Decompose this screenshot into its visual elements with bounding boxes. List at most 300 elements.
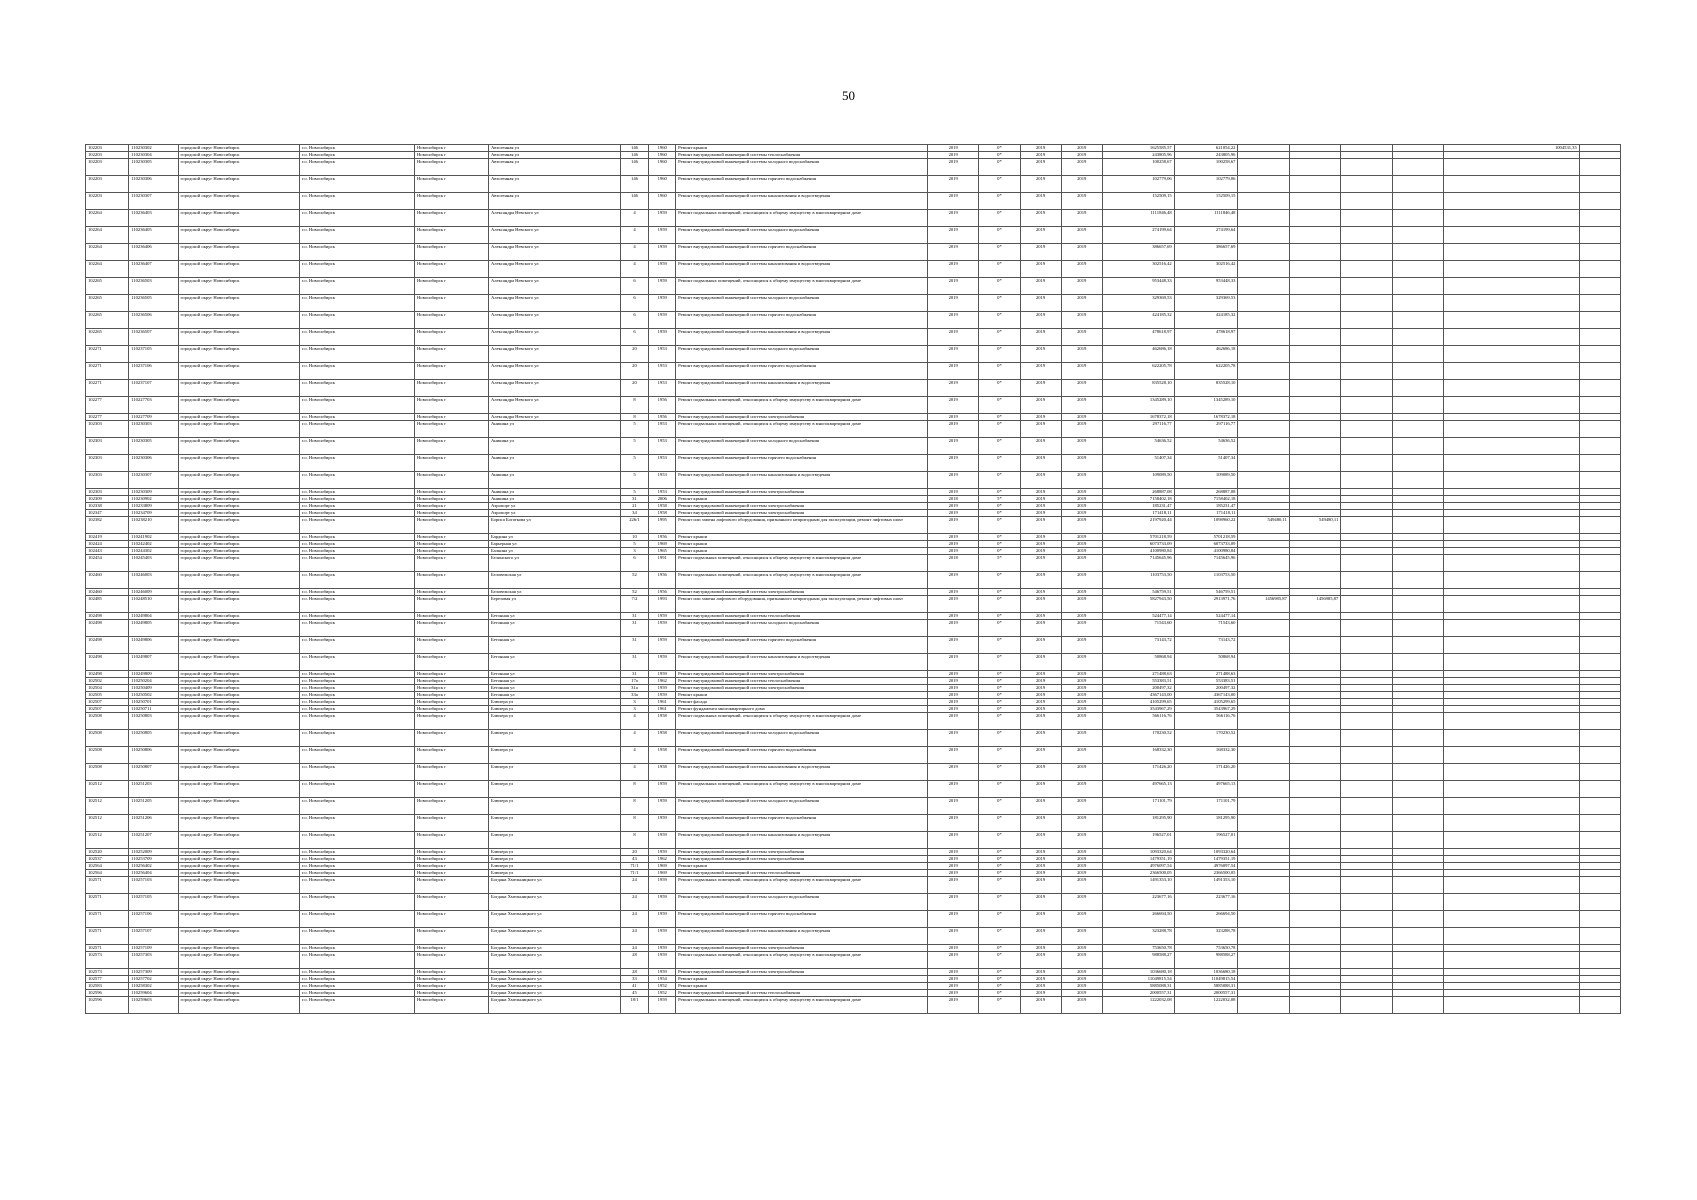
table-cell-owner-cost xyxy=(1444,517,1580,534)
table-cell-city: Новосибирск г xyxy=(414,414,488,421)
table-cell-local-cost xyxy=(1392,990,1443,997)
table-cell-work-id: 110230304 xyxy=(129,152,178,159)
table-cell-city: Новосибирск г xyxy=(414,983,488,990)
table-cell-fund-cost: 171101,79 xyxy=(1174,798,1238,815)
table-cell-house-id: 102512 xyxy=(86,815,129,832)
table-cell-start-year: 2019 xyxy=(1020,678,1061,685)
table-cell-regional-cost xyxy=(1289,572,1340,589)
table-cell-term: 0* xyxy=(979,671,1020,678)
table-cell-regional-cost xyxy=(1289,363,1340,380)
table-cell-start-year: 2019 xyxy=(1020,798,1061,815)
table-cell-house-number: 31а xyxy=(620,685,649,692)
table-cell-house-number: 20 xyxy=(620,849,649,856)
table-cell-work-id: 110242402 xyxy=(129,541,178,548)
table-row xyxy=(86,637,1621,654)
table-cell-street: Блюхера ул xyxy=(488,798,620,815)
table-row xyxy=(86,312,1621,329)
table-cell-local-cost xyxy=(1392,637,1443,654)
table-cell-fund-cost: 1491353,10 xyxy=(1174,877,1238,894)
table-cell-corpus xyxy=(1341,541,1392,548)
table-row xyxy=(86,193,1621,210)
table-cell-start-year: 2019 xyxy=(1020,685,1061,692)
table-cell-federal-cost xyxy=(1238,438,1289,455)
table-row xyxy=(86,159,1621,176)
table-cell-municipality: г.о. Новосибирск xyxy=(299,856,414,863)
table-cell-regional-cost xyxy=(1289,152,1340,159)
table-cell-total-cost: 546759,51 xyxy=(1102,589,1174,596)
table-cell-district: городской округ Новосибирск xyxy=(178,548,299,555)
table-cell-work-type: Ремонт внутридомовой инженерной системы холодного водоснабжения xyxy=(676,227,928,244)
table-cell-corpus xyxy=(1341,976,1392,983)
table-cell-total-cost: 323288,78 xyxy=(1102,928,1174,945)
table-cell-plan-year: 2019 xyxy=(927,678,978,685)
table-row xyxy=(86,244,1621,261)
table-cell-street: Блюхера ул xyxy=(488,781,620,798)
table-cell-end-year: 2019 xyxy=(1061,244,1102,261)
table-cell-local-cost xyxy=(1392,815,1443,832)
table-cell-start-year: 2019 xyxy=(1020,671,1061,678)
table-cell-term: 0* xyxy=(979,312,1020,329)
table-cell-year-built: 1959 xyxy=(649,654,676,671)
table-cell-year-built: 1959 xyxy=(649,613,676,620)
table-cell-owner-cost xyxy=(1444,713,1580,730)
table-cell-regional-cost xyxy=(1289,730,1340,747)
table-cell-house-number: 6 xyxy=(620,329,649,346)
table-cell-year-built: 1995 xyxy=(649,517,676,534)
table-cell-fund-cost: 7145645,96 xyxy=(1174,555,1238,572)
table-cell-year-built: 1959 xyxy=(649,969,676,976)
table-cell-work-id: 110250701 xyxy=(129,699,178,706)
table-cell-work-type: Ремонт фундамента многоквартирного дома xyxy=(676,706,928,713)
table-cell-start-year: 2019 xyxy=(1020,969,1061,976)
table-cell-local-cost xyxy=(1392,455,1443,472)
table-cell-house-id: 102485 xyxy=(86,596,129,613)
table-cell-year-built: 1959 xyxy=(649,798,676,815)
table-cell-local-cost xyxy=(1392,421,1443,438)
table-cell-work-type: Ремонт внутридомовой инженерной системы электроснабжения xyxy=(676,510,928,517)
table-cell-local-cost xyxy=(1392,176,1443,193)
table-cell-owner-cost xyxy=(1444,472,1580,489)
table-cell-city: Новосибирск г xyxy=(414,503,488,510)
table-cell-street: Беловежская ул xyxy=(488,589,620,596)
table-cell-term: 0* xyxy=(979,798,1020,815)
table-cell-corpus xyxy=(1341,210,1392,227)
table-cell-house-id: 102502 xyxy=(86,678,129,685)
table-cell-corpus xyxy=(1341,555,1392,572)
table-cell-house-id: 102573 xyxy=(86,969,129,976)
table-cell-extra xyxy=(1579,730,1620,747)
table-cell-extra xyxy=(1579,637,1620,654)
table-cell-plan-year: 2019 xyxy=(927,261,978,278)
table-cell-total-cost: 51407,34 xyxy=(1102,455,1174,472)
table-cell-work-type: Ремонт подвальных помещений, относящихся к общему имуществу в многоквартирном доме xyxy=(676,713,928,730)
table-cell-term: 0* xyxy=(979,363,1020,380)
table-cell-work-id: 110238210 xyxy=(129,517,178,534)
table-cell-local-cost xyxy=(1392,489,1443,496)
table-cell-work-id: 110236507 xyxy=(129,329,178,346)
table-cell-total-cost: 243805,96 xyxy=(1102,152,1174,159)
table-cell-start-year: 2019 xyxy=(1020,278,1061,295)
table-cell-street: Александра Невского ул xyxy=(488,227,620,244)
table-cell-fund-cost: 266694,50 xyxy=(1174,911,1238,928)
table-cell-municipality: г.о. Новосибирск xyxy=(299,781,414,798)
table-cell-federal-cost xyxy=(1238,713,1289,730)
table-cell-end-year: 2019 xyxy=(1061,541,1102,548)
table-cell-total-cost: 622205,78 xyxy=(1102,363,1174,380)
table-cell-street: Блюхера ул xyxy=(488,747,620,764)
table-cell-owner-cost xyxy=(1444,596,1580,613)
table-cell-work-id: 110257109 xyxy=(129,945,178,952)
table-cell-street: Александра Невского ул xyxy=(488,414,620,421)
table-cell-federal-cost xyxy=(1238,945,1289,952)
table-row xyxy=(86,877,1621,894)
table-cell-street: Блюхера ул xyxy=(488,815,620,832)
table-cell-district: городской округ Новосибирск xyxy=(178,472,299,489)
table-cell-corpus xyxy=(1341,969,1392,976)
table-cell-street: Александра Невского ул xyxy=(488,244,620,261)
table-cell-district: городской округ Новосибирск xyxy=(178,815,299,832)
table-cell-municipality: г.о. Новосибирск xyxy=(299,976,414,983)
table-cell-extra xyxy=(1579,152,1620,159)
table-cell-city: Новосибирск г xyxy=(414,863,488,870)
table-cell-work-type: Ремонт внутридомовой инженерной системы горячего водоснабжения xyxy=(676,747,928,764)
table-cell-regional-cost xyxy=(1289,637,1340,654)
table-cell-house-number: 4 xyxy=(620,227,649,244)
table-cell-term: 0* xyxy=(979,613,1020,620)
table-cell-house-id: 102504 xyxy=(86,685,129,692)
table-cell-owner-cost xyxy=(1444,503,1580,510)
table-cell-owner-cost xyxy=(1444,176,1580,193)
table-cell-house-id: 102265 xyxy=(86,312,129,329)
table-cell-district: городской округ Новосибирск xyxy=(178,983,299,990)
table-cell-district: городской округ Новосибирск xyxy=(178,589,299,596)
table-cell-owner-cost xyxy=(1444,671,1580,678)
table-cell-federal-cost xyxy=(1238,928,1289,945)
table-cell-extra xyxy=(1579,589,1620,596)
table-cell-house-number: 8 xyxy=(620,397,649,414)
table-cell-street: Блюхера ул xyxy=(488,832,620,849)
table-cell-regional-cost xyxy=(1289,176,1340,193)
table-cell-house-id: 102382 xyxy=(86,517,129,534)
table-cell-end-year: 2019 xyxy=(1061,815,1102,832)
table-cell-plan-year: 2019 xyxy=(927,503,978,510)
table-cell-street: Аникина ул xyxy=(488,472,620,489)
table-cell-year-built: 1956 xyxy=(649,414,676,421)
table-cell-house-number: 146 xyxy=(620,193,649,210)
table-cell-extra xyxy=(1579,911,1620,928)
table-cell-extra xyxy=(1579,176,1620,193)
table-cell-local-cost xyxy=(1392,706,1443,713)
table-cell-year-built: 1956 xyxy=(649,534,676,541)
table-cell-term: 0* xyxy=(979,380,1020,397)
table-cell-plan-year: 2019 xyxy=(927,747,978,764)
table-cell-work-type: Ремонт внутридомовой инженерной системы электроснабжения xyxy=(676,414,928,421)
table-cell-municipality: г.о. Новосибирск xyxy=(299,849,414,856)
table-cell-house-number: 7/2 xyxy=(620,596,649,613)
table-cell-work-type: Ремонт внутридомовой инженерной системы теплоснабжения xyxy=(676,990,928,997)
table-cell-street: Богдана Хмельницкого ул xyxy=(488,997,620,1014)
table-cell-term: 0* xyxy=(979,596,1020,613)
table-row xyxy=(86,911,1621,928)
table-cell-year-built: 1959 xyxy=(649,911,676,928)
table-cell-plan-year: 2019 xyxy=(927,894,978,911)
table-cell-corpus xyxy=(1341,278,1392,295)
table-cell-work-id: 110250711 xyxy=(129,706,178,713)
table-cell-house-number: 3 xyxy=(620,699,649,706)
table-cell-plan-year: 2019 xyxy=(927,911,978,928)
table-cell-corpus xyxy=(1341,421,1392,438)
table-cell-end-year: 2019 xyxy=(1061,654,1102,671)
table-cell-work-type: Ремонт подвальных помещений, относящихся к общему имуществу в многоквартирном доме xyxy=(676,997,928,1014)
table-cell-house-number: 24 xyxy=(620,877,649,894)
table-cell-house-number: 6 xyxy=(620,555,649,572)
table-cell-start-year: 2019 xyxy=(1020,489,1061,496)
table-cell-federal-cost xyxy=(1238,227,1289,244)
table-cell-start-year: 2019 xyxy=(1020,856,1061,863)
table-cell-year-built: 1953 xyxy=(649,421,676,438)
table-cell-plan-year: 2019 xyxy=(927,489,978,496)
table-cell-fund-cost: 424185,32 xyxy=(1174,312,1238,329)
table-row xyxy=(86,692,1621,699)
table-cell-fund-cost: 4367143,00 xyxy=(1174,692,1238,699)
table-cell-corpus xyxy=(1341,730,1392,747)
table-cell-total-cost: 171418,11 xyxy=(1102,510,1174,517)
table-cell-plan-year: 2019 xyxy=(927,877,978,894)
table-cell-municipality: г.о. Новосибирск xyxy=(299,832,414,849)
table-cell-work-type: Ремонт или замена лифтового оборудования, признанного непригодным для эксплуатации, ремонт лифтовых шахт xyxy=(676,517,928,534)
table-cell-extra xyxy=(1579,455,1620,472)
table-cell-owner-cost xyxy=(1444,227,1580,244)
table-cell-house-number: 24 xyxy=(620,928,649,945)
table-cell-plan-year: 2019 xyxy=(927,699,978,706)
table-cell-work-id: 110227709 xyxy=(129,414,178,421)
table-cell-owner-cost xyxy=(1444,849,1580,856)
table-cell-house-number: 41 xyxy=(620,983,649,990)
table-cell-end-year: 2019 xyxy=(1061,193,1102,210)
table-cell-year-built: 1956 xyxy=(649,397,676,414)
table-cell-house-id: 102424 xyxy=(86,541,129,548)
table-cell-local-cost xyxy=(1392,685,1443,692)
table-cell-plan-year: 2019 xyxy=(927,976,978,983)
table-cell-corpus xyxy=(1341,510,1392,517)
table-cell-start-year: 2019 xyxy=(1020,312,1061,329)
table-cell-year-built: 1959 xyxy=(649,329,676,346)
table-cell-fund-cost: 271488,63 xyxy=(1174,671,1238,678)
table-cell-term: 0* xyxy=(979,510,1020,517)
table-cell-term: 0* xyxy=(979,747,1020,764)
table-row xyxy=(86,832,1621,849)
table-cell-city: Новосибирск г xyxy=(414,877,488,894)
table-cell-corpus xyxy=(1341,747,1392,764)
table-cell-extra xyxy=(1579,781,1620,798)
table-cell-district: городской округ Новосибирск xyxy=(178,877,299,894)
table-cell-work-type: Ремонт внутридомовой инженерной системы холодного водоснабжения xyxy=(676,159,928,176)
table-cell-city: Новосибирск г xyxy=(414,781,488,798)
table-cell-extra xyxy=(1579,764,1620,781)
table-cell-extra xyxy=(1579,990,1620,997)
table-cell-plan-year: 2019 xyxy=(927,928,978,945)
table-cell-municipality: г.о. Новосибирск xyxy=(299,472,414,489)
table-cell-municipality: г.о. Новосибирск xyxy=(299,397,414,414)
table-cell-city: Новосибирск г xyxy=(414,295,488,312)
table-cell-street: Блюхера ул xyxy=(488,863,620,870)
table-cell-fund-cost: 51407,34 xyxy=(1174,455,1238,472)
table-cell-federal-cost xyxy=(1238,152,1289,159)
table-cell-term: 0* xyxy=(979,730,1020,747)
table-cell-work-id: 110230305 xyxy=(129,438,178,455)
table-cell-extra xyxy=(1579,534,1620,541)
table-cell-municipality: г.о. Новосибирск xyxy=(299,997,414,1014)
table-cell-work-id: 110236407 xyxy=(129,261,178,278)
table-cell-work-id: 110236505 xyxy=(129,295,178,312)
table-cell-house-id: 102512 xyxy=(86,832,129,849)
table-cell-street: Аникина ул xyxy=(488,421,620,438)
table-cell-house-number: 31 xyxy=(620,496,649,503)
table-cell-federal-cost xyxy=(1238,976,1289,983)
table-cell-work-type: Ремонт внутридомовой инженерной системы канализования и водоотведения xyxy=(676,193,928,210)
table-cell-district: городской округ Новосибирск xyxy=(178,671,299,678)
table-cell-local-cost xyxy=(1392,503,1443,510)
table-cell-house-number: 4 xyxy=(620,764,649,781)
table-cell-city: Новосибирск г xyxy=(414,541,488,548)
table-cell-corpus xyxy=(1341,596,1392,613)
table-cell-term: 0* xyxy=(979,815,1020,832)
table-cell-end-year: 2019 xyxy=(1061,832,1102,849)
table-row xyxy=(86,976,1621,983)
table-cell-house-id: 102498 xyxy=(86,671,129,678)
table-cell-local-cost xyxy=(1392,798,1443,815)
table-cell-term: 0* xyxy=(979,414,1020,421)
table-cell-extra xyxy=(1579,541,1620,548)
table-cell-plan-year: 2019 xyxy=(927,517,978,534)
table-cell-street: Александра Невского ул xyxy=(488,363,620,380)
table-cell-owner-cost xyxy=(1444,261,1580,278)
table-cell-work-id: 110258302 xyxy=(129,983,178,990)
table-cell-street: Бетонная ул xyxy=(488,685,620,692)
table-cell-federal-cost xyxy=(1238,685,1289,692)
table-cell-municipality: г.о. Новосибирск xyxy=(299,678,414,685)
table-row xyxy=(86,534,1621,541)
table-cell-municipality: г.о. Новосибирск xyxy=(299,210,414,227)
table-cell-start-year: 2019 xyxy=(1020,455,1061,472)
table-cell-street: Березовая ул xyxy=(488,596,620,613)
table-cell-municipality: г.о. Новосибирск xyxy=(299,894,414,911)
table-cell-year-built: 1959 xyxy=(649,877,676,894)
table-cell-start-year: 2019 xyxy=(1020,596,1061,613)
table-cell-owner-cost xyxy=(1444,815,1580,832)
table-cell-work-id: 110236406 xyxy=(129,244,178,261)
table-cell-owner-cost xyxy=(1444,438,1580,455)
table-cell-owner-cost xyxy=(1444,397,1580,414)
table-cell-year-built: 1959 xyxy=(649,685,676,692)
table-cell-corpus xyxy=(1341,489,1392,496)
table-cell-district: городской округ Новосибирск xyxy=(178,489,299,496)
table-cell-regional-cost xyxy=(1289,983,1340,990)
table-row xyxy=(86,541,1621,548)
table-cell-work-type: Ремонт внутридомовой инженерной системы канализования и водоотведения xyxy=(676,832,928,849)
table-cell-year-built: 1960 xyxy=(649,193,676,210)
table-cell-local-cost xyxy=(1392,699,1443,706)
table-cell-regional-cost xyxy=(1289,227,1340,244)
table-cell-year-built: 1959 xyxy=(649,671,676,678)
table-cell-municipality: г.о. Новосибирск xyxy=(299,159,414,176)
table-cell-term: 0* xyxy=(979,517,1020,534)
table-cell-year-built: 1959 xyxy=(649,781,676,798)
table-cell-street: Александра Невского ул xyxy=(488,380,620,397)
table-cell-fund-cost: 2000557,31 xyxy=(1174,990,1238,997)
table-cell-street: Александра Невского ул xyxy=(488,329,620,346)
table-cell-street: Богдана Хмельницкого ул xyxy=(488,928,620,945)
table-cell-owner-cost xyxy=(1444,997,1580,1014)
table-cell-end-year: 2019 xyxy=(1061,152,1102,159)
table-cell-house-number: 4 xyxy=(620,713,649,730)
table-row xyxy=(86,278,1621,295)
table-cell-extra xyxy=(1579,346,1620,363)
table-cell-house-id: 102303 xyxy=(86,438,129,455)
table-cell-plan-year: 2019 xyxy=(927,969,978,976)
table-cell-work-type: Ремонт крыши xyxy=(676,145,928,152)
table-cell-federal-cost xyxy=(1238,699,1289,706)
table-cell-plan-year: 2019 xyxy=(927,781,978,798)
table-cell-house-number: 5 xyxy=(620,421,649,438)
table-cell-house-number: 52 xyxy=(620,589,649,596)
table-cell-local-cost xyxy=(1392,548,1443,555)
table-cell-street: Аникина ул xyxy=(488,455,620,472)
table-cell-start-year: 2019 xyxy=(1020,421,1061,438)
table-cell-federal-cost xyxy=(1238,877,1289,894)
table-cell-extra xyxy=(1579,699,1620,706)
table-cell-local-cost xyxy=(1392,414,1443,421)
table-cell-work-id: 110233809 xyxy=(129,503,178,510)
table-cell-federal-cost xyxy=(1238,589,1289,596)
table-cell-regional-cost xyxy=(1289,421,1340,438)
table-cell-owner-cost xyxy=(1444,678,1580,685)
table-cell-term: 0* xyxy=(979,654,1020,671)
table-cell-regional-cost xyxy=(1289,145,1340,152)
table-cell-end-year: 2019 xyxy=(1061,983,1102,990)
table-cell-term: 0* xyxy=(979,227,1020,244)
table-cell-owner-cost xyxy=(1444,699,1580,706)
table-cell-total-cost: 478618,97 xyxy=(1102,329,1174,346)
table-cell-local-cost xyxy=(1392,863,1443,870)
table-cell-total-cost: 7158402,18 xyxy=(1102,496,1174,503)
table-cell-extra xyxy=(1579,969,1620,976)
table-cell-plan-year: 2019 xyxy=(927,983,978,990)
table-cell-federal-cost xyxy=(1238,510,1289,517)
table-cell-house-id: 102520 xyxy=(86,849,129,856)
table-cell-federal-cost xyxy=(1238,798,1289,815)
table-cell-term: 0* xyxy=(979,678,1020,685)
table-cell-street: Богдана Хмельницкого ул xyxy=(488,976,620,983)
table-cell-term: 0* xyxy=(979,176,1020,193)
table-cell-city: Новосибирск г xyxy=(414,210,488,227)
table-cell-owner-cost xyxy=(1444,952,1580,969)
table-cell-house-number: 6 xyxy=(620,295,649,312)
table-cell-federal-cost xyxy=(1238,472,1289,489)
table-cell-local-cost xyxy=(1392,678,1443,685)
table-cell-end-year: 2019 xyxy=(1061,159,1102,176)
table-cell-corpus xyxy=(1341,261,1392,278)
table-row xyxy=(86,952,1621,969)
table-cell-owner-cost xyxy=(1444,976,1580,983)
table-cell-regional-cost xyxy=(1289,685,1340,692)
table-cell-work-id: 110230306 xyxy=(129,455,178,472)
table-cell-house-number: 5 xyxy=(620,541,649,548)
table-cell-start-year: 2019 xyxy=(1020,945,1061,952)
table-cell-house-id: 102498 xyxy=(86,654,129,671)
table-cell-extra xyxy=(1579,613,1620,620)
table-cell-city: Новосибирск г xyxy=(414,152,488,159)
